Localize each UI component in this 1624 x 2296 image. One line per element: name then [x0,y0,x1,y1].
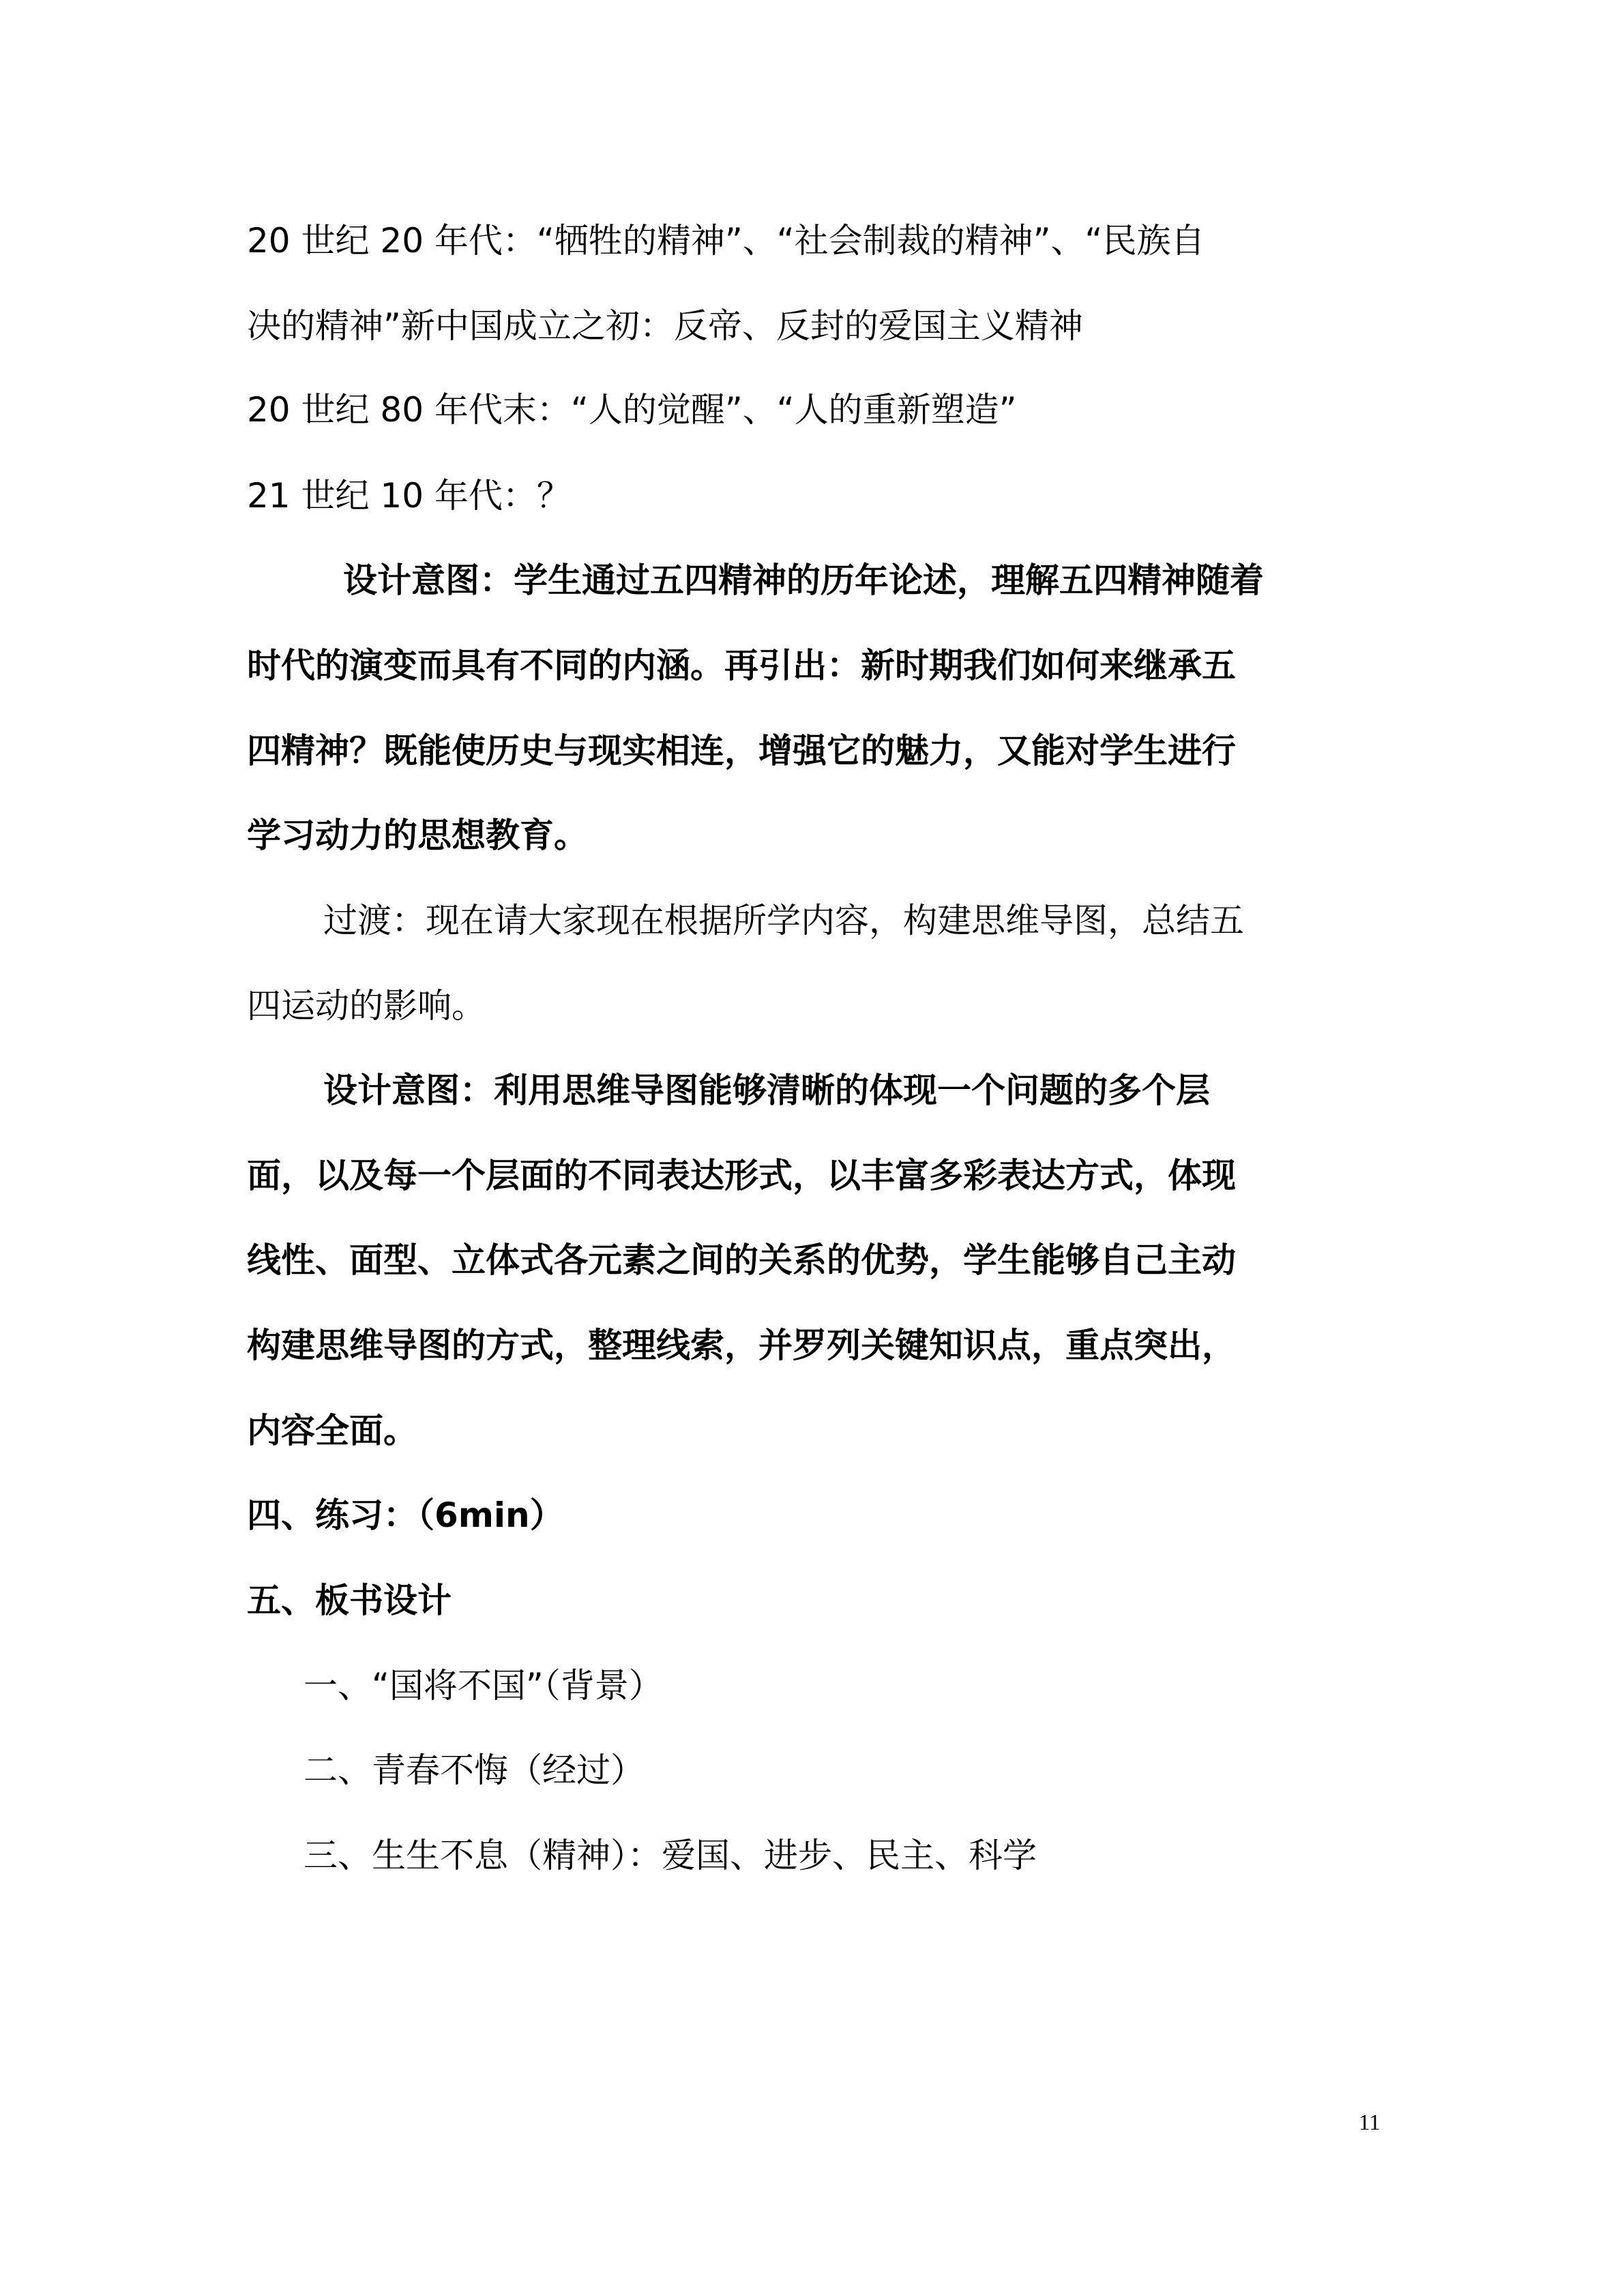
design-intent-2-line-4: 构建思维导图的方式，整理线索，并罗列关键知识点，重点突出， [247,1326,1236,1365]
transition-line-1: 过渡：现在请大家现在根据所学内容，构建思维导图，总结五 [323,901,1244,940]
design-intent-1-line-3: 四精神？既能使历史与现实相连，增强它的魅力，又能对学生进行 [247,731,1236,771]
text-line-2: 决的精神”新中国成立之初：反帝、反封的爱国主义精神 [247,306,1083,346]
design-intent-1-line-1: 设计意图：学生通过五四精神的历年论述，理解五四精神随着 [343,561,1264,600]
design-intent-1-line-2: 时代的演变而具有不同的内涵。再引出：新时期我们如何来继承五 [247,646,1236,685]
section-heading-board-design: 五、板书设计 [247,1581,452,1620]
board-item-2: 二、青春不悔（经过） [304,1750,645,1790]
transition-line-2: 四运动的影响。 [247,986,486,1026]
page-number: 11 [1359,2111,1381,2135]
board-item-1: 一、“国将不国”（背景） [304,1666,663,1705]
design-intent-2-line-3: 线性、面型、立体式各元素之间的关系的优势，学生能够自己主动 [247,1240,1236,1280]
design-intent-2-line-1: 设计意图：利用思维导图能够清晰的体现一个问题的多个层 [323,1071,1210,1110]
text-line-1: 20 世纪 20 年代：“牺牲的精神”、“社会制裁的精神”、“民族自 [247,221,1205,260]
design-intent-1-line-4: 学习动力的思想教育。 [247,816,588,855]
design-intent-2-line-2: 面，以及每一个层面的不同表达形式，以丰富多彩表达方式，体现 [247,1156,1236,1195]
design-intent-2-line-5: 内容全面。 [247,1411,417,1450]
text-line-3: 20 世纪 80 年代末：“人的觉醒”、“人的重新塑造” [247,390,1017,430]
board-item-3: 三、生生不息（精神）：爱国、进步、民主、科学 [304,1836,1037,1875]
section-heading-exercise: 四、练习：（6min） [247,1495,564,1535]
text-line-4: 21 世纪 10 年代：？ [247,476,571,516]
